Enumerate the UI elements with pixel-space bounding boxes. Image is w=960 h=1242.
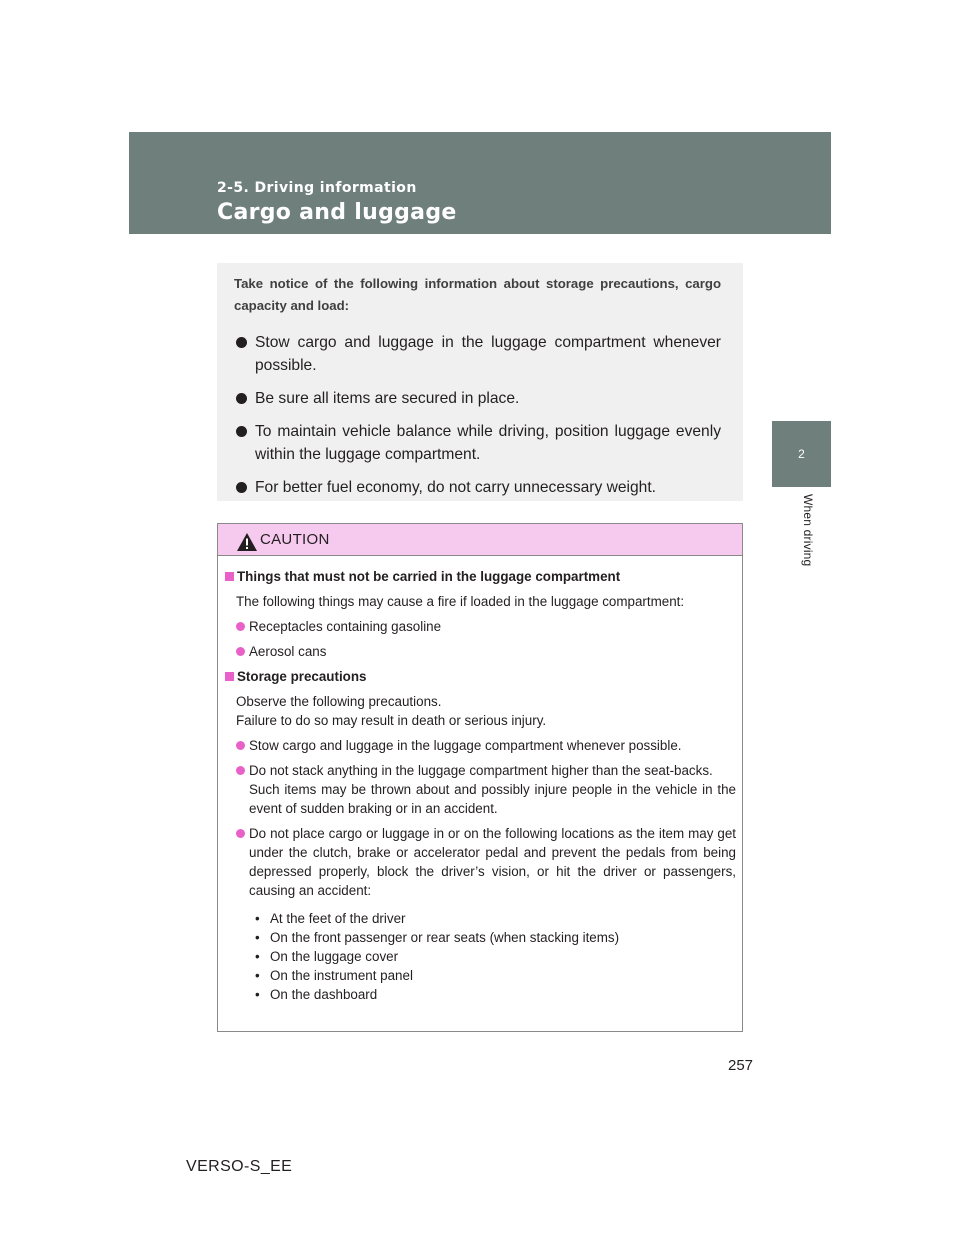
caution-list [225,736,736,1004]
document-code: VERSO-S_EE [186,1158,293,1175]
list-item [236,642,736,661]
caution-box [217,523,743,1032]
chapter-tab: 2 [772,421,831,487]
list-item [236,761,736,818]
square-bullet-icon [225,672,234,681]
caution-header [218,524,742,556]
page-title: Cargo and luggage [217,200,457,225]
location-item: • At the feet of the driver [255,909,736,928]
caution-heading [225,667,736,686]
list-item-text: Receptacles containing gasoline [249,619,442,634]
location-item: • On the luggage cover [255,947,736,966]
bullet-icon [236,741,245,750]
bullet-icon [236,482,247,493]
bullet-icon [236,829,245,838]
bullet-icon [236,766,245,775]
list-item [234,387,721,410]
caution-heading-text: Storage precautions [237,669,367,684]
intro-box [217,263,743,501]
page-number: 257 [728,1057,754,1074]
chapter-label: When driving [801,494,815,567]
intro-list [234,331,721,499]
list-item-text: Stow cargo and luggage in the luggage compartment whenever possible. [249,738,682,753]
location-list [249,909,736,1004]
caution-title: CAUTION [260,531,330,548]
list-item [236,824,736,1004]
bullet-icon [236,622,245,631]
bullet-icon [236,647,245,656]
bullet-icon [236,426,247,437]
list-item-text: To maintain vehicle balance while driving, position luggage evenly within the luggage compartment. [255,423,721,463]
list-item [234,331,721,377]
caution-heading-text: Things that must not be carried in the luggage compartment [237,569,621,584]
list-item [234,476,721,499]
square-bullet-icon [225,572,234,581]
list-item-text: Aerosol cans [249,644,327,659]
list-item-text: Stow cargo and luggage in the luggage compartment whenever possible. [255,334,721,374]
caution-list [225,617,736,661]
list-item-text: Such items may be thrown about and possibly injure people in the vehicle in the event of sudden braking or in an accident. [249,782,736,816]
caution-paragraph-line: Observe the following precautions. [236,694,442,709]
warning-icon [236,532,258,552]
bullet-icon [236,337,247,348]
section-label: 2-5. Driving information [217,180,417,196]
location-item: • On the instrument panel [255,966,736,985]
location-item: • On the dashboard [255,985,736,1004]
caution-body [218,556,742,1004]
caution-heading [225,567,736,586]
location-item: • On the front passenger or rear seats (when stacking items) [255,928,736,947]
list-item-text: Do not place cargo or luggage in or on the following locations as the item may get under the clutch, brake or accelerator pedal and prevent the pedals from being depressed properly, block the driver’s vision, or hit the driver or passengers, causing an accident: [249,826,736,898]
list-item-text: Do not stack anything in the luggage compartment higher than the seat-backs. [249,763,713,778]
list-item-text: Be sure all items are secured in place. [255,390,520,407]
caution-paragraph [236,692,736,730]
caution-paragraph: The following things may cause a fire if loaded in the luggage compartment: [236,594,685,609]
list-item [234,420,721,466]
bullet-icon [236,393,247,404]
list-item [236,736,736,755]
list-item-text: For better fuel economy, do not carry unnecessary weight. [255,479,657,496]
caution-paragraph-line: Failure to do so may result in death or serious injury. [236,713,547,728]
list-item [236,617,736,636]
intro-lead: Take notice of the following information about storage precautions, cargo capacity and load: [234,276,721,313]
